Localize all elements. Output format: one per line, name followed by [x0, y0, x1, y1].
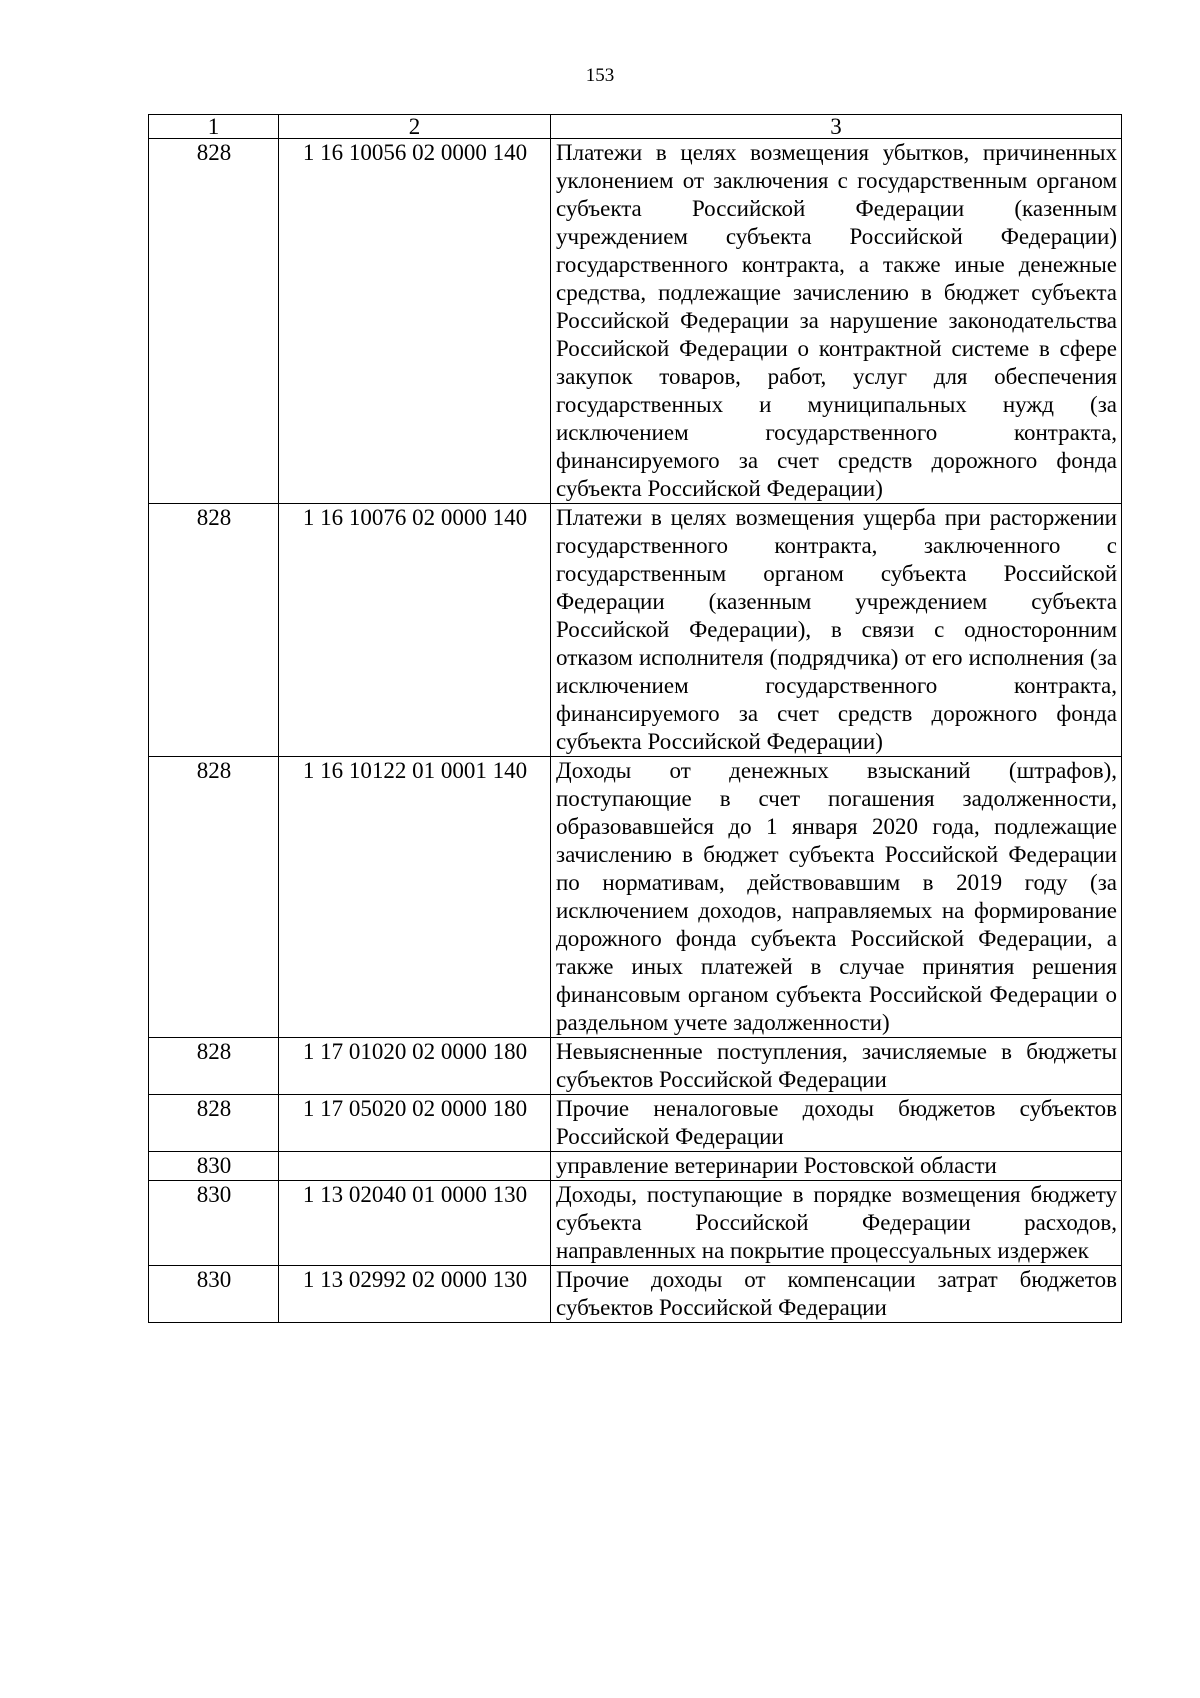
admin-code-cell: 830 — [149, 1152, 279, 1181]
admin-code-cell: 830 — [149, 1266, 279, 1323]
column-header-2: 2 — [279, 115, 551, 139]
table-row — [149, 1095, 1122, 1152]
budget-code-cell: 1 13 02040 01 0000 130 — [279, 1181, 551, 1266]
description-cell: Прочие доходы от компенсации затрат бюджетов субъектов Российской Федерации — [551, 1266, 1122, 1323]
admin-code-cell: 828 — [149, 504, 279, 757]
table-row — [149, 1181, 1122, 1266]
budget-code-cell: 1 13 02992 02 0000 130 — [279, 1266, 551, 1323]
column-header-3: 3 — [551, 115, 1122, 139]
admin-code-cell: 828 — [149, 1038, 279, 1095]
admin-code-cell: 828 — [149, 139, 279, 504]
budget-code-cell: 1 17 05020 02 0000 180 — [279, 1095, 551, 1152]
budget-code-cell: 1 16 10076 02 0000 140 — [279, 504, 551, 757]
table-row — [149, 139, 1122, 504]
table-row — [149, 1038, 1122, 1095]
description-cell: Прочие неналоговые доходы бюджетов субъектов Российской Федерации — [551, 1095, 1122, 1152]
admin-code-cell: 828 — [149, 757, 279, 1038]
budget-code-cell — [279, 1152, 551, 1181]
table-row-section — [149, 1152, 1122, 1181]
table-row — [149, 757, 1122, 1038]
table-header-row — [149, 115, 1122, 139]
income-codes-table — [148, 114, 1122, 1323]
description-cell: Доходы, поступающие в порядке возмещения бюджету субъекта Российской Федерации расходов, направленных на покрытие процессуальных издержек — [551, 1181, 1122, 1266]
column-header-1: 1 — [149, 115, 279, 139]
budget-code-cell: 1 16 10056 02 0000 140 — [279, 139, 551, 504]
admin-code-cell: 830 — [149, 1181, 279, 1266]
budget-code-cell: 1 17 01020 02 0000 180 — [279, 1038, 551, 1095]
table-row — [149, 1266, 1122, 1323]
description-cell: Доходы от денежных взысканий (штрафов), поступающие в счет погашения задолженности, образовавшейся до 1 января 2020 года, подлежащие зачислению в бюджет субъекта Российской Федерации по нормативам, действовавшим в 2019 году (за исключением доходов, направляемых на формирование дорожного фонда субъекта Российской Федерации, а также иных платежей в случае принятия решения финансовым органом субъекта Российской Федерации о раздельном учете задолженности) — [551, 757, 1122, 1038]
admin-code-cell: 828 — [149, 1095, 279, 1152]
description-cell: Невыясненные поступления, зачисляемые в бюджеты субъектов Российской Федерации — [551, 1038, 1122, 1095]
budget-code-cell: 1 16 10122 01 0001 140 — [279, 757, 551, 1038]
table-row — [149, 504, 1122, 757]
page-number: 153 — [585, 65, 615, 86]
description-cell: Платежи в целях возмещения убытков, причиненных уклонением от заключения с государственным органом субъекта Российской Федерации (казенным учреждением субъекта Российской Федерации) государственного контракта, а также иные денежные средства, подлежащие зачислению в бюджет субъекта Российской Федерации за нарушение законодательства Российской Федерации о контрактной системе в сфере закупок товаров, работ, услуг для обеспечения государственных и муниципальных нужд (за исключением государственного контракта, финансируемого за счет средств дорожного фонда субъекта Российской Федерации) — [551, 139, 1122, 504]
description-cell: Платежи в целях возмещения ущерба при расторжении государственного контракта, заключенного с государственным органом субъекта Российской Федерации (казенным учреждением субъекта Российской Федерации), в связи с односторонним отказом исполнителя (подрядчика) от его исполнения (за исключением государственного контракта, финансируемого за счет средств дорожного фонда субъекта Российской Федерации) — [551, 504, 1122, 757]
administrator-name-cell: управление ветеринарии Ростовской области — [551, 1152, 1122, 1181]
